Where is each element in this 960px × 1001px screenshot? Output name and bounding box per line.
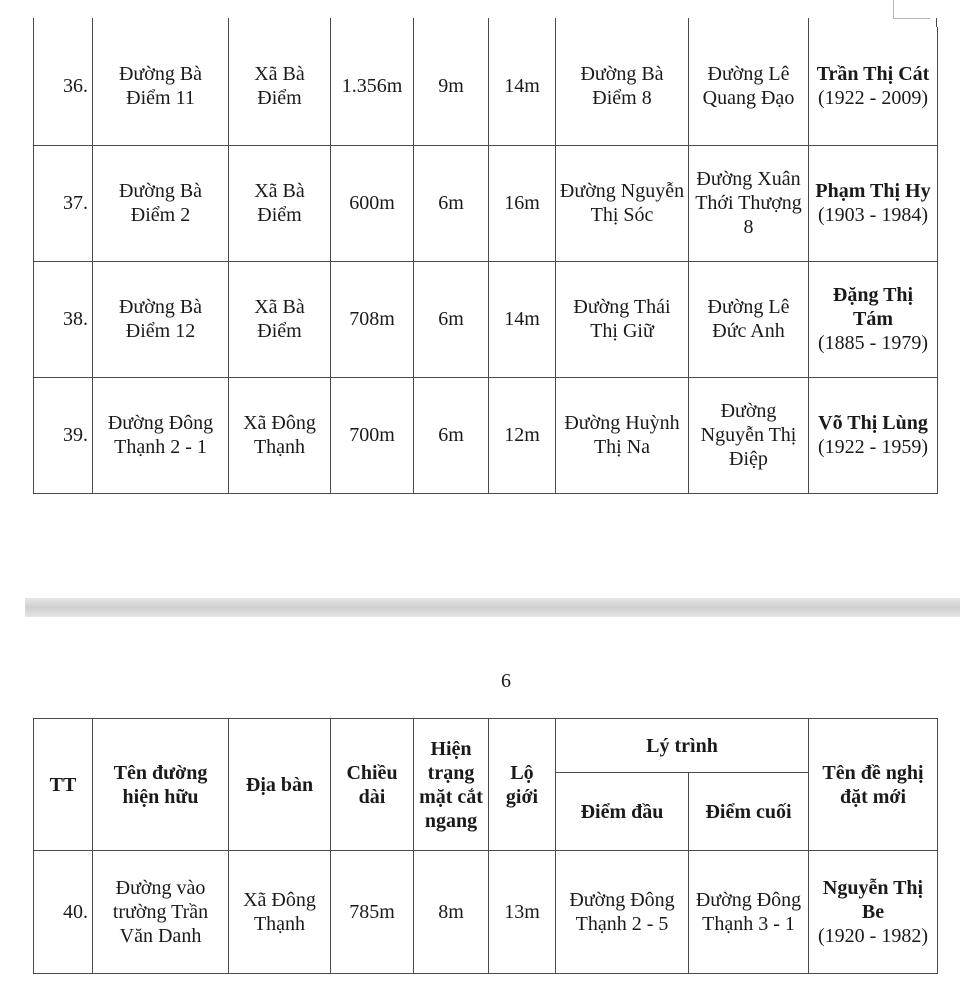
proposed-name: Võ Thị Lùng (818, 412, 928, 434)
cell-start: Đường Bà Điểm 8 (556, 27, 689, 145)
header-proposed-name: Tên đề nghị đặt mới (809, 719, 938, 851)
column-line-stub (808, 18, 809, 27)
cell-current-name: Đường Đông Thạnh 2 - 1 (93, 377, 229, 493)
proposed-name-years: (1885 - 1979) (818, 332, 928, 354)
cell-length: 785m (331, 851, 414, 974)
cell-proposed-name (809, 851, 938, 974)
column-line-stub (33, 18, 34, 27)
cell-end: Đường Đông Thạnh 3 - 1 (689, 851, 809, 974)
page-corner-mark (893, 0, 930, 19)
header-current-name: Tên đường hiện hữu (93, 719, 229, 851)
cell-boundary: 12m (489, 377, 556, 493)
header-length: Chiều dài (331, 719, 414, 851)
proposed-name: Nguyễn Thị Be (822, 877, 924, 923)
cell-tt: 37. (34, 145, 93, 261)
cell-boundary: 16m (489, 145, 556, 261)
cell-cross-section: 6m (414, 145, 489, 261)
header-route: Lý trình (556, 719, 809, 773)
cell-tt: 38. (34, 261, 93, 377)
cell-start: Đường Nguyễn Thị Sóc (556, 145, 689, 261)
cell-end: Đường Lê Quang Đạo (689, 27, 809, 145)
column-line-stub (330, 18, 331, 27)
proposed-name-years: (1922 - 2009) (818, 86, 928, 109)
cell-proposed-name (809, 377, 938, 493)
cell-start: Đường Thái Thị Giữ (556, 261, 689, 377)
header-cross-section: Hiện trạng mặt cắt ngang (414, 719, 489, 851)
cell-area: Xã Bà Điểm (229, 261, 331, 377)
cell-area: Xã Bà Điểm (229, 27, 331, 145)
cell-cross-section: 6m (414, 261, 489, 377)
cell-boundary: 14m (489, 261, 556, 377)
page-separator (25, 598, 960, 617)
cell-cross-section: 9m (414, 27, 489, 145)
cell-current-name: Đường Bà Điểm 12 (93, 261, 229, 377)
cell-area: Xã Đông Thạnh (229, 851, 331, 974)
table-row (34, 377, 938, 493)
street-table-continued (33, 27, 938, 494)
cell-start: Đường Đông Thạnh 2 - 5 (556, 851, 689, 974)
cell-length: 600m (331, 145, 414, 261)
cell-current-name: Đường Bà Điểm 2 (93, 145, 229, 261)
cell-area: Xã Đông Thạnh (229, 377, 331, 493)
cell-tt: 36. (34, 27, 93, 145)
cell-current-name: Đường Bà Điểm 11 (93, 27, 229, 145)
table-row (34, 27, 938, 145)
header-boundary: Lộ giới (489, 719, 556, 851)
cell-tt: 39. (34, 377, 93, 493)
cell-tt: 40. (34, 851, 93, 974)
page-number: 6 (501, 670, 511, 692)
table-row (34, 145, 938, 261)
cell-proposed-name (809, 27, 938, 145)
cell-proposed-name (809, 145, 938, 261)
cell-boundary: 14m (489, 27, 556, 145)
column-line-stub (555, 18, 556, 27)
cell-end: Đường Lê Đức Anh (689, 261, 809, 377)
street-table (33, 718, 938, 974)
proposed-name-years: (1920 - 1982) (818, 925, 928, 947)
cell-proposed-name (809, 261, 938, 377)
column-line-stub (936, 18, 937, 27)
cell-end: Đường Nguyễn Thị Điệp (689, 377, 809, 493)
table-row (34, 261, 938, 377)
cell-end: Đường Xuân Thới Thượng 8 (689, 145, 809, 261)
cell-cross-section: 8m (414, 851, 489, 974)
cell-length: 708m (331, 261, 414, 377)
header-start-point: Điểm đầu (556, 773, 689, 851)
column-line-stub (488, 18, 489, 27)
table-row (34, 851, 938, 974)
column-line-stub (688, 18, 689, 27)
cell-current-name: Đường vào trường Trần Văn Danh (93, 851, 229, 974)
cell-length: 1.356m (331, 27, 414, 145)
cell-area: Xã Bà Điểm (229, 145, 331, 261)
cell-start: Đường Huỳnh Thị Na (556, 377, 689, 493)
cell-cross-section: 6m (414, 377, 489, 493)
header-tt: TT (34, 719, 93, 851)
column-line-stub (413, 18, 414, 27)
proposed-name-years: (1903 - 1984) (818, 204, 928, 226)
proposed-name: Phạm Thị Hy (815, 180, 931, 202)
cell-boundary: 13m (489, 851, 556, 974)
proposed-name-years: (1922 - 1959) (818, 436, 928, 458)
column-line-stub (92, 18, 93, 27)
cell-length: 700m (331, 377, 414, 493)
header-area: Địa bàn (229, 719, 331, 851)
column-line-stub (228, 18, 229, 27)
header-end-point: Điểm cuối (689, 773, 809, 851)
proposed-name: Trần Thị Cát (816, 62, 930, 85)
proposed-name: Đặng Thị Tám (832, 284, 914, 330)
